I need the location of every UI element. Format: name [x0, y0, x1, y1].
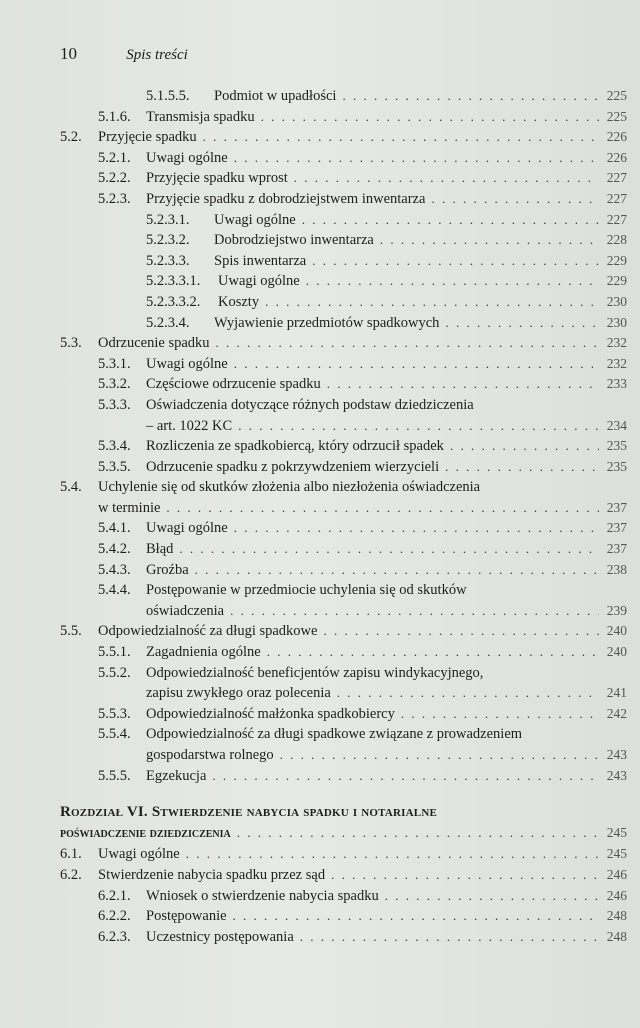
chapter-heading-continuation: [60, 823, 627, 845]
running-title: Spis treści: [126, 47, 188, 63]
entry-page: 243: [606, 767, 627, 783]
toc-entry: [60, 704, 627, 725]
toc-entry: [60, 927, 627, 948]
entry-title: Spis inwentarza: [214, 252, 307, 269]
leader-dots: [342, 86, 599, 107]
entry-number: 5.2.3.: [98, 190, 131, 207]
entry-title: Oświadczenia dotyczące różnych podstaw dziedziczenia: [146, 396, 474, 413]
entry-title: Transmisja spadku: [146, 108, 255, 125]
leader-dots: [195, 560, 599, 581]
entry-page: 227: [606, 190, 627, 206]
leader-dots: [280, 745, 599, 766]
entry-page: 241: [606, 685, 627, 701]
entry-number: 5.4.4.: [98, 582, 131, 599]
entry-title: Uwagi ogólne: [218, 273, 300, 290]
entry-number: 6.2.: [60, 866, 82, 883]
entry-page: 243: [606, 747, 627, 762]
leader-dots: [323, 621, 599, 642]
entry-page: 239: [606, 602, 627, 618]
entry-page: 237: [606, 499, 627, 515]
entry-number: 5.4.3.: [98, 561, 131, 578]
entry-page: 235: [606, 438, 627, 454]
toc-entry: [60, 148, 627, 169]
entry-title: Uchylenie się od skutków złożenia albo niezłożenia oświadczenia: [98, 479, 481, 496]
entry-number: 5.4.2.: [98, 541, 131, 558]
toc-entry: [60, 210, 627, 231]
toc-entry: [60, 560, 627, 581]
entry-number: 6.2.3.: [98, 928, 131, 945]
entry-page: 232: [606, 335, 627, 351]
entry-page: 230: [606, 314, 627, 330]
leader-dots: [401, 704, 599, 725]
toc-entry: [60, 333, 627, 354]
entry-number: 5.3.3.: [98, 396, 131, 413]
leader-dots: [431, 189, 599, 210]
toc-entry: [60, 271, 627, 292]
toc-entry: [60, 251, 627, 272]
entry-title: Odpowiedzialność za długi spadkowe: [98, 623, 318, 640]
entry-page: 234: [606, 417, 627, 433]
toc-entry: [60, 642, 627, 663]
toc-entry: [60, 477, 627, 498]
leader-dots: [233, 906, 599, 927]
leader-dots: [302, 210, 599, 231]
entry-title: Postępowanie w przedmiocie uchylenia się od skutków: [146, 582, 467, 599]
toc-entry-continuation: [60, 601, 627, 622]
leader-dots: [450, 436, 599, 457]
entry-page: 226: [606, 129, 627, 145]
entry-title: Stwierdzenie nabycia spadku przez sąd: [98, 866, 326, 883]
entry-page: 230: [606, 293, 627, 309]
toc-entry: [60, 168, 627, 189]
leader-dots: [237, 823, 599, 844]
toc-entry: [60, 580, 627, 601]
entry-title: Uwagi ogólne: [146, 355, 228, 372]
entry-title: Odrzucenie spadku: [98, 335, 210, 352]
chapter-heading: [60, 802, 627, 823]
entry-title: Przyjęcie spadku z dobrodziejstwem inwentarza: [146, 190, 426, 207]
toc-entry: [60, 844, 627, 865]
toc-entry: [60, 518, 627, 539]
toc-entry-continuation: [60, 745, 627, 766]
entry-number: 6.2.2.: [98, 908, 131, 925]
leader-dots: [166, 498, 599, 519]
entry-page: 229: [606, 273, 627, 289]
entry-page: 246: [606, 887, 627, 903]
leader-dots: [230, 601, 599, 622]
table-of-contents: [60, 86, 627, 947]
entry-title: Częściowe odrzucenie spadku: [146, 376, 321, 393]
leader-dots: [261, 107, 599, 128]
toc-entry: [60, 621, 627, 642]
entry-page: 248: [606, 908, 627, 924]
entry-page: 246: [606, 866, 627, 882]
toc-entry: [60, 230, 627, 251]
toc-entry: [60, 354, 627, 375]
toc-entry: [60, 906, 627, 927]
entry-title: Dobrodziejstwo inwentarza: [214, 232, 374, 249]
toc-entry-continuation: [60, 498, 627, 519]
entry-page: 245: [606, 846, 627, 862]
toc-entry-continuation: [60, 683, 627, 704]
entry-page: 240: [606, 623, 627, 639]
entry-page: 248: [606, 928, 627, 944]
entry-title: Groźba: [146, 561, 189, 578]
toc-entry: [60, 189, 627, 210]
entry-number: 5.5.: [60, 623, 82, 640]
entry-title: Przyjęcie spadku wprost: [146, 170, 288, 187]
chapter-title: Rozdział VI. Stwierdzenie nabycia spadku i notarialne: [60, 804, 438, 821]
entry-number: 5.2.2.: [98, 170, 131, 187]
toc-entry: [60, 663, 627, 684]
leader-dots: [327, 374, 599, 395]
toc-entry: [60, 395, 627, 416]
entry-number: 5.5.3.: [98, 705, 131, 722]
entry-title: Koszty: [218, 293, 260, 310]
entry-number: 6.1.: [60, 846, 82, 863]
entry-number: 5.4.: [60, 479, 82, 496]
entry-page: 228: [606, 232, 627, 248]
entry-title-continuation: w terminie: [98, 499, 161, 516]
toc-entry: [60, 766, 627, 787]
leader-dots: [267, 642, 599, 663]
entry-number: 5.3.2.: [98, 376, 131, 393]
entry-number: 5.2.3.3.: [146, 252, 190, 269]
entry-title: Błąd: [146, 541, 174, 558]
leader-dots: [234, 354, 599, 375]
entry-title-continuation: zapisu zwykłego oraz polecenia: [146, 685, 331, 702]
leader-dots: [445, 313, 599, 334]
entry-title: Odpowiedzialność małżonka spadkobiercy: [146, 705, 395, 722]
leader-dots: [294, 168, 599, 189]
leader-dots: [380, 230, 599, 251]
leader-dots: [300, 927, 599, 948]
entry-title: Wyjawienie przedmiotów spadkowych: [214, 314, 440, 331]
entry-title: Podmiot w upadłości: [214, 88, 337, 104]
leader-dots: [234, 148, 599, 169]
chapter-title-continuation: poświadczenie dziedziczenia: [60, 825, 231, 841]
entry-page: 237: [606, 541, 627, 557]
toc-entry: [60, 374, 627, 395]
leader-dots: [337, 683, 599, 704]
toc-entry: [60, 313, 627, 334]
toc-entry-continuation: [60, 416, 627, 437]
entry-number: 5.4.1.: [98, 520, 131, 537]
leader-dots: [203, 127, 599, 148]
toc-entry: [60, 292, 627, 313]
leader-dots: [306, 271, 599, 292]
entry-page: 238: [606, 561, 627, 577]
entry-title-continuation: – art. 1022 KC: [146, 417, 233, 434]
entry-title: Przyjęcie spadku: [98, 129, 197, 146]
leader-dots: [186, 844, 599, 865]
toc-entry: [60, 865, 627, 886]
page-number: 10: [60, 44, 77, 63]
entry-page: 242: [606, 705, 627, 721]
entry-title: Odpowiedzialność beneficjentów zapisu windykacyjnego,: [146, 664, 484, 681]
toc-entry: [60, 539, 627, 560]
leader-dots: [179, 539, 599, 560]
entry-page: 226: [606, 149, 627, 165]
entry-number: 5.3.5.: [98, 458, 131, 475]
entry-number: 5.5.5.: [98, 767, 131, 784]
entry-number: 5.2.3.3.1.: [146, 273, 201, 290]
toc-entry: [60, 436, 627, 457]
toc-entry: [60, 107, 627, 128]
entry-title-continuation: oświadczenia: [146, 602, 225, 619]
entry-page: 237: [606, 520, 627, 536]
toc-entry: [60, 127, 627, 148]
entry-title: Uczestnicy postępowania: [146, 928, 294, 945]
entry-number: 5.2.3.2.: [146, 232, 190, 249]
entry-title: Uwagi ogólne: [214, 211, 296, 228]
entry-page: 233: [606, 376, 627, 392]
entry-page: 232: [606, 355, 627, 371]
entry-page: 227: [606, 170, 627, 186]
entry-title: Uwagi ogólne: [98, 846, 180, 863]
entry-number: 5.5.4.: [98, 726, 131, 743]
entry-title: Uwagi ogólne: [146, 149, 228, 166]
entry-page: 245: [606, 824, 627, 840]
leader-dots: [216, 333, 599, 354]
entry-title-continuation: gospodarstwa rolnego: [146, 747, 274, 763]
entry-page: 240: [606, 644, 627, 660]
entry-number: 5.2.3.4.: [146, 314, 190, 331]
entry-number: 5.2.: [60, 129, 82, 146]
toc-entry: [60, 886, 627, 907]
leader-dots: [331, 865, 599, 886]
entry-title: Odpowiedzialność za długi spadkowe związane z prowadzeniem: [146, 726, 523, 743]
entry-number: 5.3.1.: [98, 355, 131, 372]
leader-dots: [312, 251, 599, 272]
page-header: [60, 44, 188, 64]
entry-number: 5.2.1.: [98, 149, 131, 166]
entry-number: 5.3.: [60, 335, 82, 352]
entry-number: 5.2.3.3.2.: [146, 293, 201, 310]
entry-number: 6.2.1.: [98, 887, 131, 904]
entry-page: 225: [606, 108, 627, 124]
leader-dots: [234, 518, 599, 539]
entry-title: Egzekucja: [146, 767, 207, 784]
entry-page: 227: [606, 211, 627, 227]
entry-title: Postępowanie: [146, 908, 227, 925]
entry-title: Rozliczenia ze spadkobiercą, który odrzucił spadek: [146, 438, 444, 455]
leader-dots: [212, 766, 599, 787]
entry-number: 5.1.5.5.: [146, 88, 190, 104]
entry-title: Zagadnienia ogólne: [146, 644, 261, 661]
entry-page: 235: [606, 458, 627, 474]
entry-title: Wniosek o stwierdzenie nabycia spadku: [146, 887, 379, 904]
entry-title: Odrzucenie spadku z pokrzywdzeniem wierzycieli: [146, 458, 440, 475]
entry-number: 5.3.4.: [98, 438, 131, 455]
entry-number: 5.1.6.: [98, 108, 131, 125]
leader-dots: [445, 457, 599, 478]
entry-title: Uwagi ogólne: [146, 520, 228, 537]
leader-dots: [385, 886, 599, 907]
entry-number: 5.5.1.: [98, 644, 131, 661]
leader-dots: [265, 292, 599, 313]
toc-entry: [60, 457, 627, 478]
entry-number: 5.5.2.: [98, 664, 131, 681]
toc-entry: [60, 86, 627, 107]
entry-number: 5.2.3.1.: [146, 211, 190, 228]
entry-page: 225: [606, 88, 627, 103]
toc-entry: [60, 724, 627, 745]
entry-page: 229: [606, 252, 627, 268]
leader-dots: [238, 416, 599, 437]
